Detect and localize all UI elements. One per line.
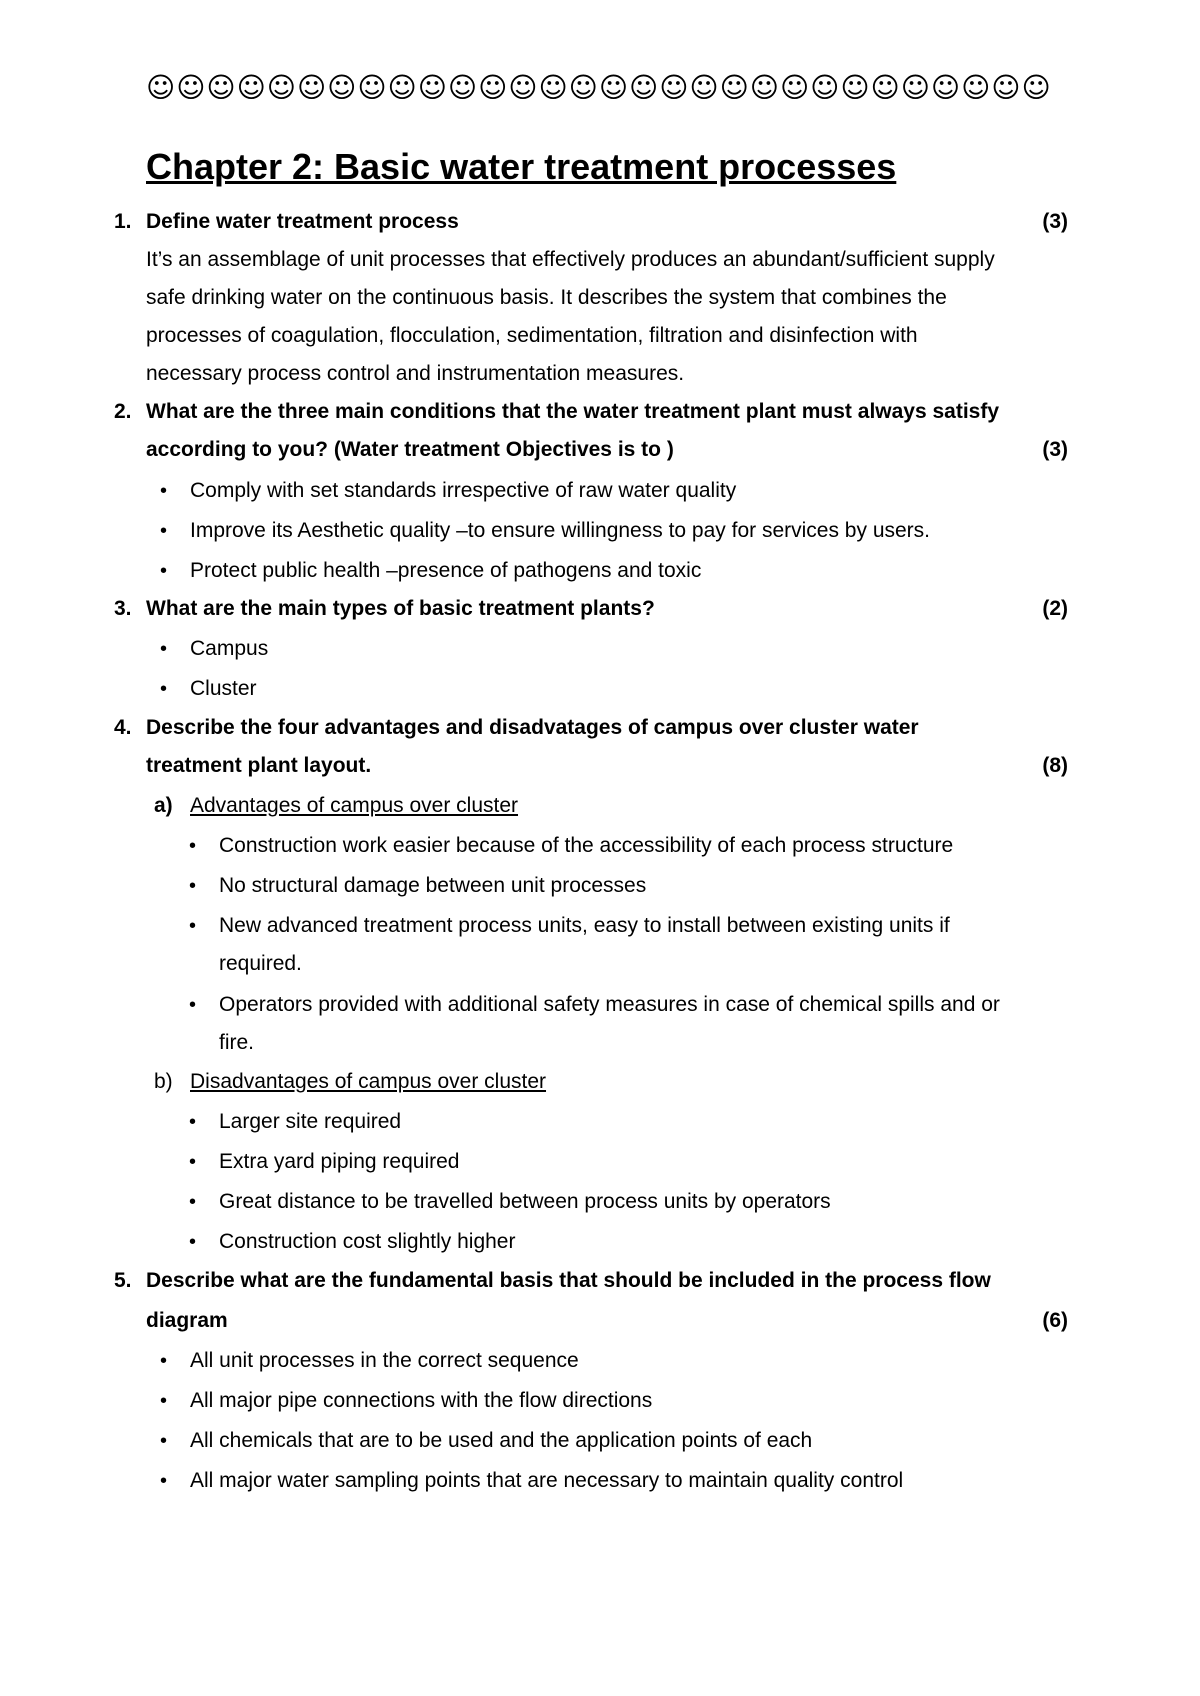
subsection-letter: a): [154, 794, 173, 817]
list-item: • New advanced treatment process units, easy to install between existing units if: [219, 907, 1068, 945]
question-4-continued: [146, 747, 1068, 785]
question-text: according to you? (Water treatment Objectives is to ): [146, 438, 674, 461]
question-marks: (3): [1042, 210, 1068, 233]
subsection-title: Advantages of campus over cluster: [190, 794, 519, 817]
page-title: Chapter 2: Basic water treatment processes: [146, 146, 897, 187]
question-text: Describe what are the fundamental basis that should be included in the process flow: [146, 1269, 991, 1292]
question-text: What are the three main conditions that the water treatment plant must always satisfy: [146, 400, 1000, 423]
list-item: • All major water sampling points that are necessary to maintain quality control: [190, 1462, 1068, 1500]
list-item: • All unit processes in the correct sequence: [190, 1342, 1068, 1380]
list-item: • Extra yard piping required: [219, 1143, 1068, 1181]
question-4: [114, 709, 1068, 747]
question-marks: (3): [1042, 438, 1068, 461]
list-item-continuation: fire.: [219, 1031, 255, 1054]
question-text: What are the main types of basic treatment plants?: [146, 597, 655, 620]
list-item: • Campus: [190, 630, 1068, 668]
question-3: [114, 590, 1068, 628]
question-2: [114, 393, 1068, 431]
question-number: 3.: [114, 597, 132, 620]
subsection-b-heading: [154, 1063, 1068, 1101]
answer-line: safe drinking water on the continuous basis. It describes the system that combines the: [146, 286, 947, 309]
question-5-continued: [146, 1302, 1068, 1340]
list-item: • Comply with set standards irrespective of raw water quality: [190, 472, 1068, 510]
question-text: treatment plant layout.: [146, 754, 372, 777]
question-text: Define water treatment process: [146, 210, 459, 233]
list-item: • Larger site required: [219, 1103, 1068, 1141]
question-number: 5.: [114, 1269, 132, 1292]
question-5: [114, 1262, 1068, 1300]
answer-line: processes of coagulation, flocculation, sedimentation, filtration and disinfection with: [146, 324, 918, 347]
list-item: • All chemicals that are to be used and the application points of each: [190, 1422, 1068, 1460]
question-marks: (6): [1042, 1309, 1068, 1332]
question-number: 2.: [114, 400, 132, 423]
list-item: • Great distance to be travelled between process units by operators: [219, 1183, 1068, 1221]
question-marks: (8): [1042, 754, 1068, 777]
list-item: • All major pipe connections with the flow directions: [190, 1382, 1068, 1420]
question-text: Describe the four advantages and disadvatages of campus over cluster water: [146, 716, 919, 739]
question-marks: (2): [1042, 597, 1068, 620]
list-item: • Construction work easier because of the accessibility of each process structure: [219, 827, 1068, 865]
list-item: • Operators provided with additional safety measures in case of chemical spills and or: [219, 986, 1068, 1024]
list-item: • Improve its Aesthetic quality –to ensure willingness to pay for services by users.: [190, 512, 1068, 550]
question-2-continued: [146, 431, 1068, 469]
list-item: • Protect public health –presence of pathogens and toxic: [190, 552, 1068, 590]
subsection-title: Disadvantages of campus over cluster: [190, 1070, 547, 1093]
question-text: diagram: [146, 1309, 228, 1332]
answer-line: necessary process control and instrumentation measures.: [146, 362, 685, 385]
answer-line: It’s an assemblage of unit processes that effectively produces an abundant/sufficient supply: [146, 248, 995, 271]
list-item: • Cluster: [190, 670, 1068, 708]
smiley-row: ☺☺☺☺☺☺☺☺☺☺☺☺☺☺☺☺☺☺☺☺☺☺☺☺☺☺☺☺☺☺: [146, 71, 1052, 104]
list-item: • Construction cost slightly higher: [219, 1223, 1068, 1261]
subsection-letter: b): [154, 1070, 173, 1093]
question-number: 1.: [114, 210, 132, 233]
subsection-a-heading: [154, 787, 1068, 825]
list-item-continuation: required.: [219, 952, 302, 975]
question-number: 4.: [114, 716, 132, 739]
question-1: [114, 203, 1068, 241]
list-item: • No structural damage between unit processes: [219, 867, 1068, 905]
